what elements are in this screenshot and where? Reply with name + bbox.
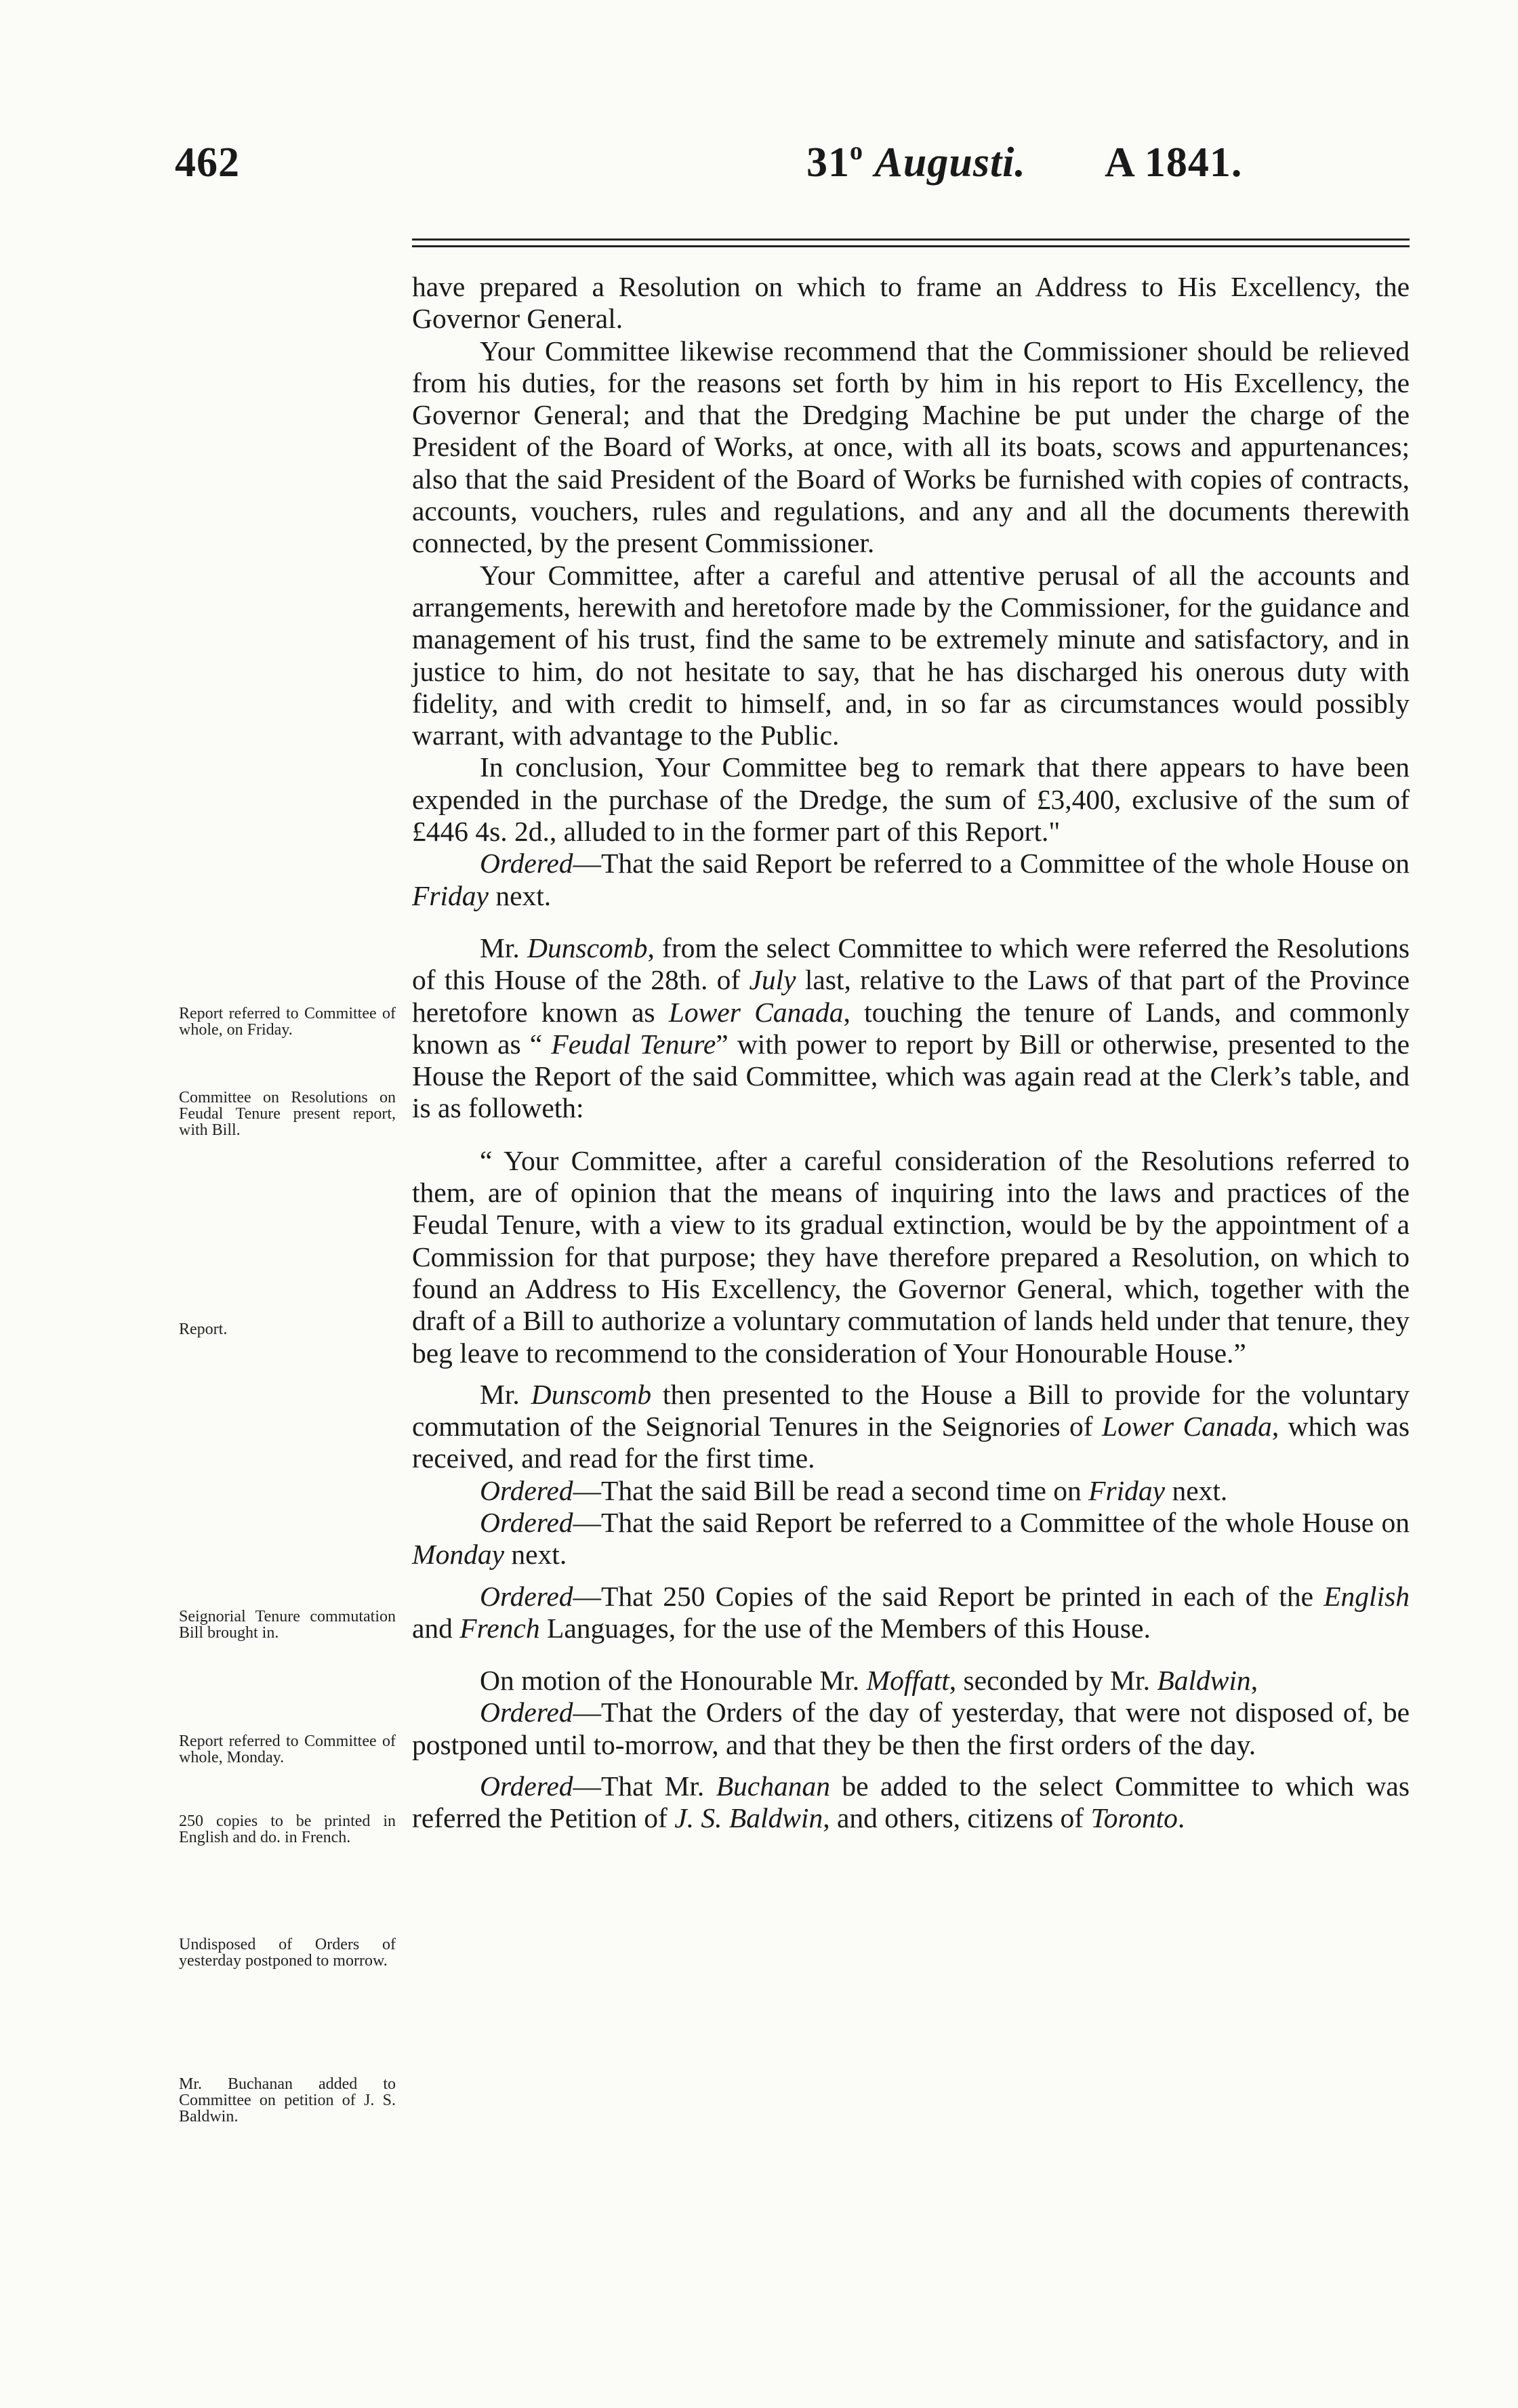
date-month: Augusti. <box>874 140 1026 186</box>
margin-note: Report referred to Committee of whole, Monday. <box>179 1732 396 1766</box>
paragraph: Your Committee, after a careful and attentive perusal of all the accounts and arrangements, herewith and heretofore made by the Commissioner, for the guidance and management of his trust, find the same to be extremely minute and satisfactory, and in justice to him, do not hesitate to say, that he has discharged his onerous duty with fidelity, and with credit to himself, and, in so far as circumstances would possibly warrant, with advantage to the Public. <box>412 559 1410 751</box>
order-paragraph: Ordered—That the Orders of the day of yesterday, that were not disposed of, be postponed until to-morrow, and that they be then the first orders of the day. <box>412 1697 1410 1760</box>
order-paragraph: Ordered—That the said Report be referred to a Committee of the whole House on Monday next. <box>412 1506 1410 1571</box>
header-rule-top <box>412 238 1410 241</box>
paragraph: In conclusion, Your Committee beg to remark that there appears to have been expended in the purchase of the Dredge, the sum of £3,400, exclusive of the sum of £446 4s. 2d., alluded to in the former part of this Report." <box>412 751 1410 848</box>
margin-note: Report. <box>179 1321 228 1338</box>
year-heading: A 1841. <box>1105 140 1243 186</box>
paragraph: “ Your Committee, after a careful consideration of the Resolutions referred to them, are of opinion that the means of inquiring into the laws and practices of the Feudal Tenure, with a view to its gradual extinction, would be by the appointment of a Commission for that purpose; they have therefore prepared a Resolution, on which to found an Address to His Excellency, the Governor General, which, together with the draft of a Bill to authorize a voluntary commutation of lands held under that tenure, they beg leave to recommend to the consideration of Your Honourable House.” <box>412 1144 1410 1369</box>
order-paragraph: Ordered—That the said Bill be read a second time on Friday next. <box>480 1474 1228 1506</box>
paragraph: have prepared a Resolution on which to frame an Address to His Excellency, the Governor General. <box>412 271 1410 335</box>
page-number: 462 <box>175 140 240 186</box>
body-text <box>412 271 1410 1835</box>
margin-note: Mr. Buchanan added to Committee on petition of J. S. Baldwin. <box>179 2075 396 2125</box>
header-rule-bottom <box>412 245 1410 247</box>
order-paragraph: Ordered—That Mr. Buchanan be added to the select Committee to which was referred the Petition of J. S. Baldwin, and others, citizens of Toronto. <box>412 1770 1410 1834</box>
margin-note: Committee on Resolutions on Feudal Tenure present report, with Bill. <box>179 1089 396 1139</box>
paragraph: Mr. Dunscomb then presented to the House a Bill to provide for the voluntary commutation of the Seignorial Tenures in the Seignories of Lower Canada, which was received, and read for the first time. <box>412 1378 1410 1474</box>
date-ordinal: o <box>850 137 863 165</box>
margin-note: Report referred to Committee of whole, on Friday. <box>179 1005 396 1039</box>
margin-note: Undisposed of Orders of yesterday postponed to morrow. <box>179 1936 396 1970</box>
paragraph: Mr. Dunscomb, from the select Committee to which were referred the Resolutions of this House of the 28th. of July last, relative to the Laws of that part of the Province heretofore known as Lower Canada, touching the tenure of Lands, and commonly known as “ Feudal Tenure” with power to report by Bill or otherwise, presented to the House the Report of the said Committee, which was again read at the Clerk’s table, and is as followeth: <box>412 932 1410 1124</box>
date-heading <box>806 139 1026 187</box>
paragraph: Your Committee likewise recommend that the Commissioner should be relieved from his duties, for the reasons set forth by him in his report to His Excellency, the Governor General; and that the Dredging Machine be put under the charge of the President of the Board of Works, at once, with all its boats, scows and appurtenances; also that the said President of the Board of Works be furnished with copies of contracts, accounts, vouchers, rules and regulations, and any and all the documents therewith connected, by the present Commissioner. <box>412 335 1410 559</box>
paragraph: On motion of the Honourable Mr. Moffatt, seconded by Mr. Baldwin, <box>480 1665 1258 1697</box>
margin-note: 250 copies to be printed in English and do. in French. <box>179 1812 396 1846</box>
order-paragraph: Ordered—That 250 Copies of the said Report be printed in each of the English and French Languages, for the use of the Members of this House. <box>412 1580 1410 1644</box>
running-head <box>0 139 1518 200</box>
order-paragraph: Ordered—That the said Report be referred to a Committee of the whole House on Friday next. <box>412 848 1410 911</box>
margin-note: Seignorial Tenure commutation Bill brought in. <box>179 1608 396 1642</box>
date-day: 31 <box>806 140 850 186</box>
